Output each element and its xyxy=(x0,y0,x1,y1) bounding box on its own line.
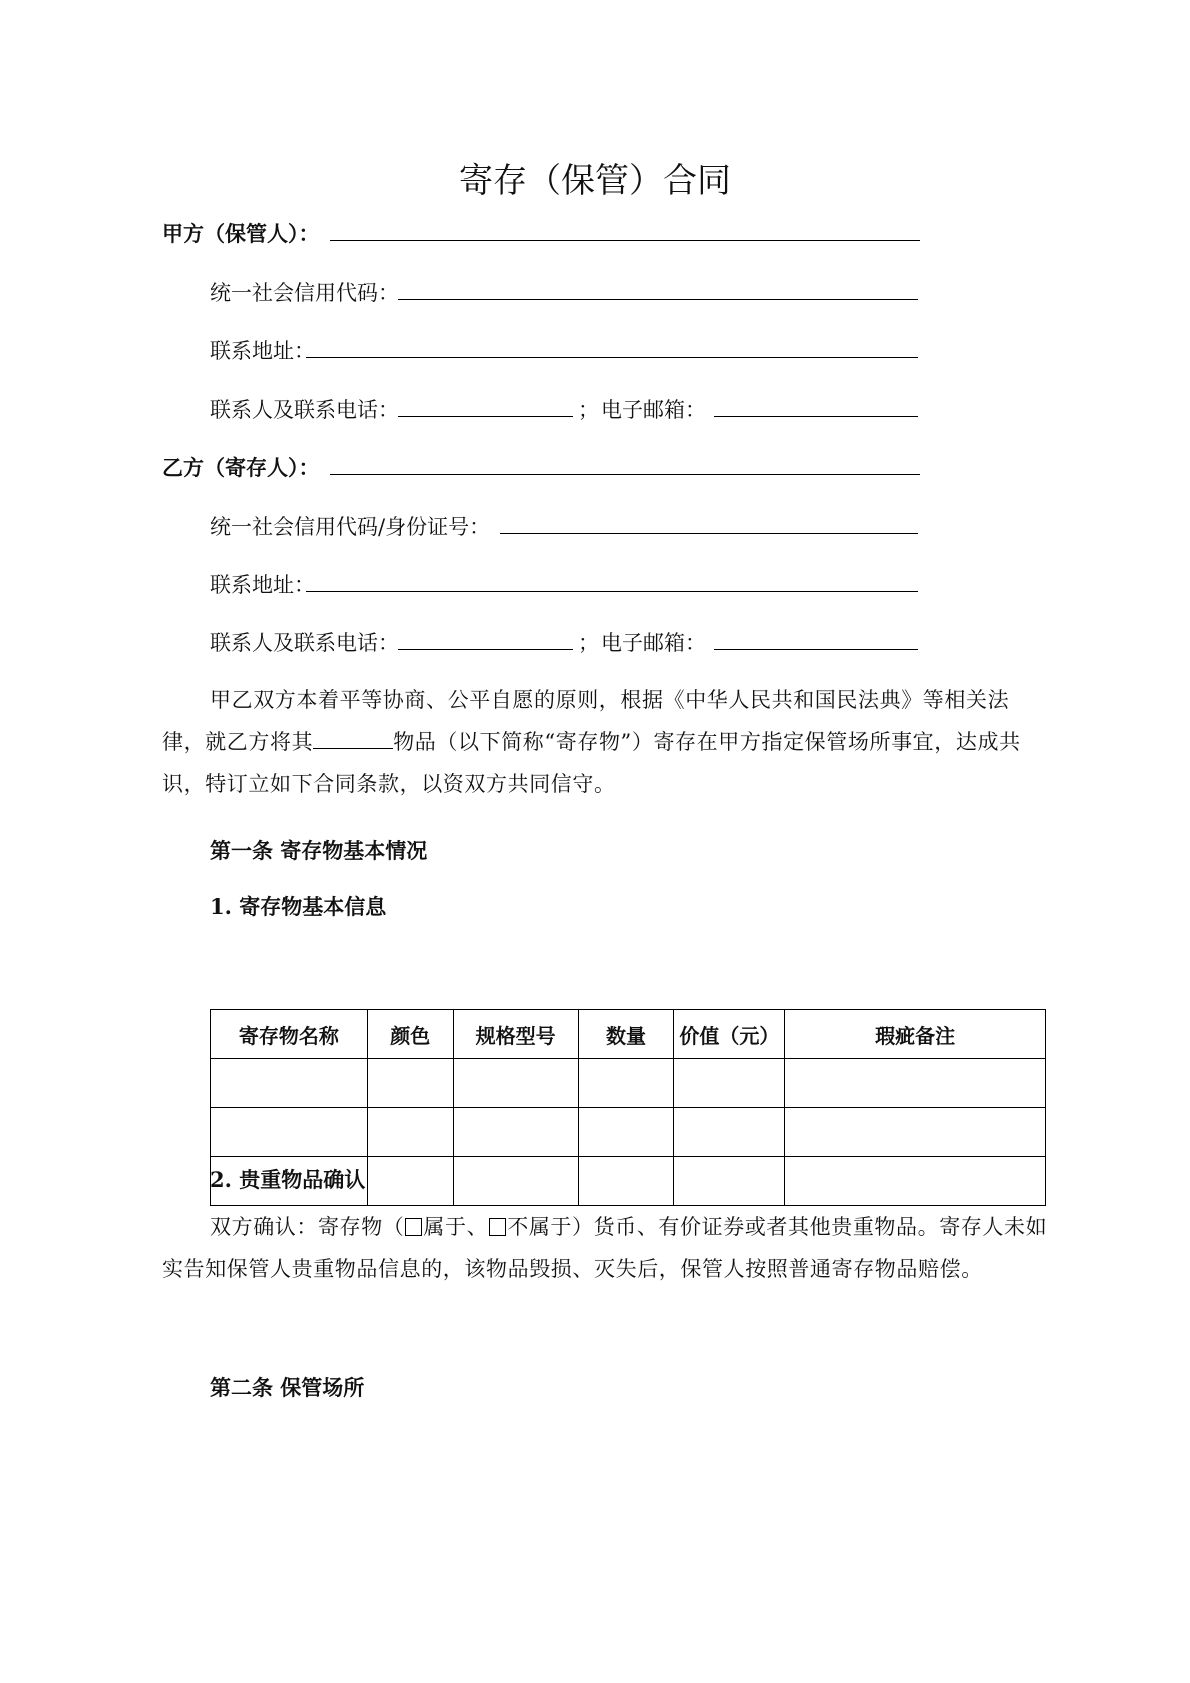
table-header: 瑕疵备注 xyxy=(785,1010,1046,1059)
intro-text-2: 物品（以下简称“寄存物”）寄存在甲方指定保管场所事宜，达成共识，特订立如下合同条款，以资双方共同信守。 xyxy=(162,730,1021,796)
party-a-email-field[interactable] xyxy=(714,416,918,417)
table-row xyxy=(211,1108,1046,1157)
party-a-address-label: 联系地址： xyxy=(210,339,315,363)
party-a-credit-code-field[interactable] xyxy=(398,299,918,300)
party-a-separator: ； xyxy=(578,398,599,422)
party-a-address-field[interactable] xyxy=(306,357,918,358)
table-header-row xyxy=(211,1010,1046,1059)
table-cell[interactable] xyxy=(674,1157,785,1206)
party-b-separator: ； xyxy=(578,631,599,655)
party-a-label: 甲方（保管人）： xyxy=(162,221,320,246)
table-cell[interactable] xyxy=(367,1108,453,1157)
party-a-contact-label: 联系人及联系电话： xyxy=(210,398,399,422)
table-header: 寄存物名称 xyxy=(211,1010,368,1059)
party-b-address-label: 联系地址： xyxy=(210,573,315,597)
party-a-credit-code-label: 统一社会信用代码： xyxy=(210,281,399,305)
party-b-contact-field[interactable] xyxy=(398,649,573,650)
checkbox-not-belongs[interactable] xyxy=(489,1218,506,1236)
party-a-email-label: 电子邮箱： xyxy=(601,398,706,422)
table-header: 价值（元） xyxy=(674,1010,785,1059)
table-header: 颜色 xyxy=(367,1010,453,1059)
party-b-address-field[interactable] xyxy=(306,591,918,592)
option-not-belongs-label: 不属于） xyxy=(507,1215,594,1239)
table-cell[interactable] xyxy=(453,1157,578,1206)
article-2-title: 第二条 保管场所 xyxy=(210,1375,365,1400)
party-b-label: 乙方（寄存人）： xyxy=(162,455,320,480)
party-b-credit-code-label: 统一社会信用代码/身份证号： xyxy=(210,515,491,539)
table-cell[interactable] xyxy=(211,1108,368,1157)
valuables-text: 货币、有价证券或者其他贵重物品。寄存人未如实告知保管人贵重物品信息的，该物品毁损、灭失后，保管人按照普通寄存物品赔偿。 xyxy=(162,1215,1048,1281)
intro-text-1: 甲乙双方本着平等协商、公平自愿的原则，根据《中华人民共和国民法典》等相关法律，就乙方将其 xyxy=(162,688,1010,754)
article-1-sub2: 2. 贵重物品确认 xyxy=(210,1167,366,1192)
party-b-credit-code-field[interactable] xyxy=(500,533,918,534)
table-header: 数量 xyxy=(578,1010,674,1059)
valuables-paragraph xyxy=(162,1206,1048,1290)
table-cell[interactable] xyxy=(578,1157,674,1206)
table-cell[interactable] xyxy=(211,1059,368,1108)
table-row xyxy=(211,1059,1046,1108)
party-a-name-field[interactable] xyxy=(330,240,920,241)
table-cell[interactable] xyxy=(785,1157,1046,1206)
table-cell[interactable] xyxy=(578,1108,674,1157)
table-cell[interactable] xyxy=(367,1157,453,1206)
item-type-field[interactable] xyxy=(313,730,393,749)
table-cell[interactable] xyxy=(674,1108,785,1157)
table-cell[interactable] xyxy=(453,1108,578,1157)
table-header: 规格型号 xyxy=(453,1010,578,1059)
party-b-email-field[interactable] xyxy=(714,649,918,650)
party-a-contact-field[interactable] xyxy=(398,416,573,417)
option-belongs-label: 属于、 xyxy=(423,1215,489,1239)
checkbox-belongs[interactable] xyxy=(405,1218,422,1236)
party-b-name-field[interactable] xyxy=(330,474,920,475)
article-1-title: 第一条 寄存物基本情况 xyxy=(210,838,428,863)
article-1-sub1: 1. 寄存物基本信息 xyxy=(210,894,387,919)
table-cell[interactable] xyxy=(578,1059,674,1108)
valuables-prefix: 双方确认：寄存物（ xyxy=(210,1215,405,1239)
party-b-email-label: 电子邮箱： xyxy=(601,631,706,655)
party-b-contact-label: 联系人及联系电话： xyxy=(210,631,399,655)
table-cell[interactable] xyxy=(785,1059,1046,1108)
table-cell[interactable] xyxy=(785,1108,1046,1157)
table-cell[interactable] xyxy=(453,1059,578,1108)
intro-paragraph xyxy=(162,679,1048,805)
table-cell[interactable] xyxy=(674,1059,785,1108)
page-title: 寄存（保管）合同 xyxy=(459,161,731,201)
table-cell[interactable] xyxy=(367,1059,453,1108)
